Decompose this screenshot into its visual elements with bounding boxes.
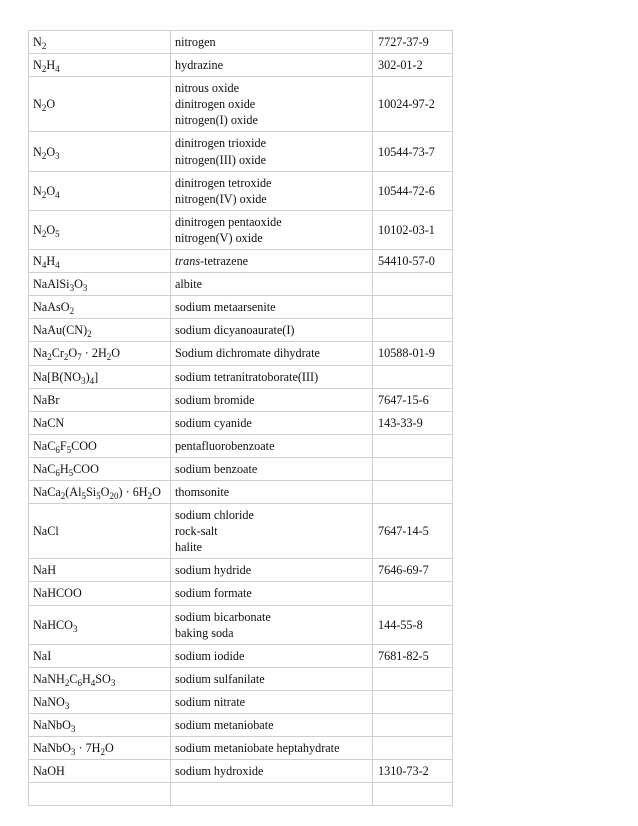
- name-cell: [171, 434, 373, 457]
- name-cell: [171, 582, 373, 605]
- table-row: [29, 559, 453, 582]
- text-segment: NaHCO: [33, 617, 73, 632]
- name-cell: [171, 31, 373, 54]
- subscript: 3: [110, 677, 116, 688]
- subscript: 3: [64, 700, 70, 711]
- table-row: [29, 31, 453, 54]
- text-segment: · 7H: [75, 741, 101, 756]
- table-row: [29, 319, 453, 342]
- name-cell: [171, 411, 373, 434]
- subscript: 2: [47, 352, 52, 363]
- table-row: [29, 132, 453, 171]
- table-row: [29, 760, 453, 783]
- text-segment: F: [59, 438, 67, 453]
- formula-cell: [29, 296, 171, 319]
- name-cell: [171, 273, 373, 296]
- subscript: 20: [109, 490, 119, 501]
- table-row: [29, 342, 453, 365]
- name-line: nitrogen(I) oxide: [175, 113, 258, 128]
- text-segment: NaCa: [33, 484, 61, 499]
- formula-cell: [29, 31, 171, 54]
- name-line: sodium bicarbonate: [175, 609, 271, 624]
- formula-cell: [29, 77, 171, 132]
- subscript: 4: [55, 189, 60, 200]
- formula-cell: [29, 457, 171, 480]
- formula-cell: [29, 342, 171, 365]
- subscript: 2: [41, 150, 47, 161]
- text-segment: NaHCOO: [33, 586, 82, 601]
- empty-cell: [29, 783, 171, 806]
- text-segment: NaBr: [33, 392, 60, 407]
- subscript: 4: [55, 260, 60, 271]
- formula-cell: [29, 760, 171, 783]
- name-cell: [171, 559, 373, 582]
- formula-cell: [29, 605, 171, 644]
- name-line: halite: [175, 540, 203, 555]
- cas-number-cell: [373, 667, 453, 690]
- subscript: 4: [55, 64, 60, 75]
- name-cell: [171, 132, 373, 171]
- name-line: [175, 253, 368, 269]
- cas-number-cell: [373, 296, 453, 319]
- text-segment: COO: [71, 438, 97, 453]
- name-cell: [171, 171, 373, 210]
- table-row: [29, 480, 453, 503]
- formula-cell: [29, 388, 171, 411]
- name-cell: [171, 296, 373, 319]
- table-row: [29, 250, 453, 273]
- formula-cell: [29, 504, 171, 559]
- name-line: Sodium dichromate dihydrate: [175, 346, 320, 361]
- subscript: 2: [41, 41, 47, 51]
- table-row: [29, 582, 453, 605]
- text-segment: NaNbO: [33, 741, 71, 756]
- subscript: 2: [87, 329, 92, 340]
- text-segment: ) · 6H: [118, 484, 148, 499]
- subscript: 3: [70, 747, 76, 758]
- cas-number-cell: 54410-57-0: [373, 250, 453, 273]
- cas-number-cell: 10544-72-6: [373, 171, 453, 210]
- table-row: [29, 388, 453, 411]
- text-segment: NaCl: [33, 524, 59, 539]
- table-row: [29, 411, 453, 434]
- subscript: 2: [63, 352, 69, 363]
- text-segment: NaNO: [33, 694, 65, 709]
- formula-cell: [29, 273, 171, 296]
- subscript: 2: [64, 677, 70, 688]
- table-row: [29, 171, 453, 210]
- subscript: 2: [100, 747, 105, 758]
- text-segment: O: [100, 484, 110, 499]
- text-segment: NaC: [33, 438, 56, 453]
- name-cell: [171, 77, 373, 132]
- text-segment: O: [46, 222, 56, 237]
- name-cell: [171, 319, 373, 342]
- name-line: pentafluorobenzoate: [175, 438, 275, 453]
- table-row: [29, 644, 453, 667]
- name-line: sodium benzoate: [175, 461, 258, 476]
- name-cell: [171, 457, 373, 480]
- text-segment: NaCN: [33, 415, 65, 430]
- subscript: 4: [89, 375, 95, 386]
- formula-cell: [29, 319, 171, 342]
- name-cell: [171, 714, 373, 737]
- name-cell: [171, 210, 373, 249]
- text-segment: Na[B(NO: [33, 369, 82, 384]
- name-line: sodium hydride: [175, 563, 252, 578]
- name-line: sodium nitrate: [175, 694, 246, 709]
- text-segment: H: [81, 671, 91, 686]
- text-segment: NaOH: [33, 764, 65, 779]
- subscript: 4: [90, 677, 96, 688]
- formula-cell: [29, 559, 171, 582]
- text-segment: NaAlSi: [33, 277, 70, 292]
- text-segment: NaAsO: [33, 300, 70, 315]
- subscript: 3: [70, 724, 76, 734]
- text-segment: SO: [95, 671, 111, 686]
- text-segment: H: [46, 58, 56, 73]
- text-segment: (Al: [65, 484, 82, 499]
- table-row: [29, 667, 453, 690]
- name-line: nitrogen(III) oxide: [175, 152, 267, 167]
- text-segment: NaNbO: [33, 718, 71, 732]
- name-line: baking soda: [175, 625, 234, 640]
- text-segment: Cr: [51, 346, 64, 361]
- subscript: 3: [69, 283, 75, 294]
- subscript: 6: [55, 467, 60, 478]
- cas-number-cell: 7681-82-5: [373, 644, 453, 667]
- formula-cell: [29, 644, 171, 667]
- subscript: 5: [66, 444, 72, 455]
- text-segment: N: [33, 254, 42, 269]
- cas-number-cell: [373, 273, 453, 296]
- formula-cell: [29, 582, 171, 605]
- name-line: dinitrogen trioxide: [175, 136, 267, 151]
- cas-number-cell: 10544-73-7: [373, 132, 453, 171]
- table-row: [29, 434, 453, 457]
- subscript: 5: [81, 490, 86, 501]
- cas-number-cell: 10588-01-9: [373, 342, 453, 365]
- text-segment: COO: [73, 461, 99, 476]
- subscript: 5: [96, 490, 101, 501]
- name-cell: [171, 644, 373, 667]
- cas-number-cell: [373, 690, 453, 713]
- text-segment: Na: [33, 346, 48, 361]
- name-cell: [171, 250, 373, 273]
- name-line: dinitrogen tetroxide: [175, 175, 272, 190]
- text-segment: C: [69, 671, 78, 686]
- name-cell: [171, 388, 373, 411]
- cas-number-cell: [373, 319, 453, 342]
- name-line: sodium sulfanilate: [175, 671, 265, 686]
- name-cell: [171, 737, 373, 760]
- formula-cell: [29, 365, 171, 388]
- cas-number-cell: [373, 714, 453, 737]
- cas-number-cell: 302-01-2: [373, 54, 453, 77]
- name-line: nitrogen(IV) oxide: [175, 191, 267, 206]
- text-segment: N: [33, 35, 42, 49]
- name-line: sodium metaniobate heptahydrate: [175, 741, 340, 756]
- subscript: 2: [41, 103, 47, 114]
- text-segment: Si: [86, 484, 97, 499]
- table-row: [29, 54, 453, 77]
- name-line: sodium chloride: [175, 508, 254, 523]
- subscript: 2: [41, 189, 47, 200]
- subscript: 4: [41, 260, 47, 271]
- document-page: [28, 30, 452, 806]
- table-row: [29, 365, 453, 388]
- cas-number-cell: 7647-15-6: [373, 388, 453, 411]
- table-row: [29, 504, 453, 559]
- table-row: [29, 737, 453, 760]
- text-segment: H: [59, 461, 69, 476]
- formula-cell: [29, 411, 171, 434]
- empty-cell: [373, 783, 453, 806]
- cas-number-cell: [373, 457, 453, 480]
- subscript: 3: [72, 623, 78, 634]
- name-cell: [171, 342, 373, 365]
- name-cell: [171, 760, 373, 783]
- name-line: nitrogen: [175, 35, 216, 49]
- formula-cell: [29, 480, 171, 503]
- empty-cell: [171, 783, 373, 806]
- subscript: 3: [55, 150, 60, 161]
- text-segment: -tetrazene: [200, 254, 249, 269]
- table-row: [29, 77, 453, 132]
- name-line: sodium hydroxide: [175, 764, 264, 779]
- subscript: 5: [68, 467, 74, 478]
- formula-cell: [29, 132, 171, 171]
- name-line: sodium tetranitratoborate(III): [175, 369, 319, 384]
- name-line: sodium dicyanoaurate(I): [175, 323, 295, 338]
- formula-cell: [29, 171, 171, 210]
- name-line: hydrazine: [175, 58, 224, 73]
- compound-table-body: [29, 31, 453, 806]
- name-line: rock-salt: [175, 524, 218, 539]
- name-line: albite: [175, 277, 203, 292]
- name-cell: [171, 605, 373, 644]
- text-segment: O: [111, 346, 121, 361]
- text-segment: NaNH: [33, 671, 65, 686]
- name-line: nitrogen(V) oxide: [175, 230, 263, 245]
- text-segment: O: [152, 484, 161, 499]
- subscript: 7: [77, 352, 82, 363]
- formula-cell: [29, 250, 171, 273]
- text-segment: N: [33, 58, 42, 73]
- formula-cell: [29, 714, 171, 737]
- text-segment: N: [33, 97, 42, 112]
- text-segment: · 2H: [81, 346, 107, 361]
- cas-number-cell: [373, 480, 453, 503]
- text-segment: N: [33, 222, 42, 237]
- table-row: [29, 605, 453, 644]
- text-segment: O: [74, 277, 83, 292]
- subscript: 3: [82, 283, 88, 294]
- name-cell: [171, 54, 373, 77]
- cas-number-cell: 1310-73-2: [373, 760, 453, 783]
- subscript: 5: [55, 228, 60, 239]
- name-cell: [171, 365, 373, 388]
- formula-cell: [29, 690, 171, 713]
- formula-cell: [29, 210, 171, 249]
- name-line: thomsonite: [175, 484, 230, 499]
- subscript: 2: [41, 228, 47, 239]
- name-cell: [171, 690, 373, 713]
- formula-cell: [29, 54, 171, 77]
- text-segment: NaC: [33, 461, 56, 476]
- subscript: 2: [69, 306, 75, 317]
- subscript: 2: [147, 490, 153, 501]
- italic-prefix: trans: [175, 254, 201, 269]
- table-row: [29, 210, 453, 249]
- text-segment: ): [85, 369, 90, 384]
- name-line: dinitrogen pentaoxide: [175, 214, 282, 229]
- subscript: 3: [81, 375, 86, 386]
- table-row: [29, 296, 453, 319]
- cas-number-cell: [373, 434, 453, 457]
- table-row: [29, 714, 453, 737]
- name-line: sodium formate: [175, 586, 252, 601]
- text-segment: O: [46, 144, 56, 159]
- subscript: 2: [41, 64, 47, 75]
- name-line: nitrous oxide: [175, 81, 239, 96]
- subscript: 6: [55, 444, 60, 455]
- text-segment: O: [104, 741, 114, 756]
- name-line: sodium iodide: [175, 648, 245, 663]
- cas-number-cell: 7647-14-5: [373, 504, 453, 559]
- formula-cell: [29, 737, 171, 760]
- cas-number-cell: 7727-37-9: [373, 31, 453, 54]
- cas-number-cell: 7646-69-7: [373, 559, 453, 582]
- name-line: sodium bromide: [175, 392, 255, 407]
- name-line: dinitrogen oxide: [175, 97, 256, 112]
- name-cell: [171, 480, 373, 503]
- cas-number-cell: [373, 365, 453, 388]
- name-cell: [171, 667, 373, 690]
- text-segment: NaH: [33, 563, 57, 578]
- table-row: [29, 690, 453, 713]
- table-row: [29, 273, 453, 296]
- cas-number-cell: [373, 737, 453, 760]
- name-line: sodium metaarsenite: [175, 300, 276, 315]
- text-segment: N: [33, 183, 42, 198]
- text-segment: O: [46, 97, 56, 112]
- text-segment: O: [68, 346, 78, 361]
- text-segment: NaI: [33, 648, 52, 663]
- text-segment: ]: [94, 369, 99, 384]
- subscript: 2: [106, 352, 112, 363]
- cas-number-cell: 10024-97-2: [373, 77, 453, 132]
- text-segment: H: [46, 254, 56, 269]
- subscript: 2: [60, 490, 66, 501]
- subscript: 6: [77, 677, 82, 688]
- formula-cell: [29, 434, 171, 457]
- cas-number-cell: 143-33-9: [373, 411, 453, 434]
- text-segment: N: [33, 144, 42, 159]
- cas-number-cell: [373, 582, 453, 605]
- formula-cell: [29, 667, 171, 690]
- table-row: [29, 457, 453, 480]
- name-line: sodium metaniobate: [175, 718, 274, 732]
- text-segment: O: [46, 183, 56, 198]
- compound-table: [28, 30, 453, 806]
- cas-number-cell: 10102-03-1: [373, 210, 453, 249]
- cas-number-cell: 144-55-8: [373, 605, 453, 644]
- text-segment: NaAu(CN): [33, 323, 88, 338]
- name-cell: [171, 504, 373, 559]
- name-line: sodium cyanide: [175, 415, 252, 430]
- table-row-continuation: [29, 783, 453, 806]
